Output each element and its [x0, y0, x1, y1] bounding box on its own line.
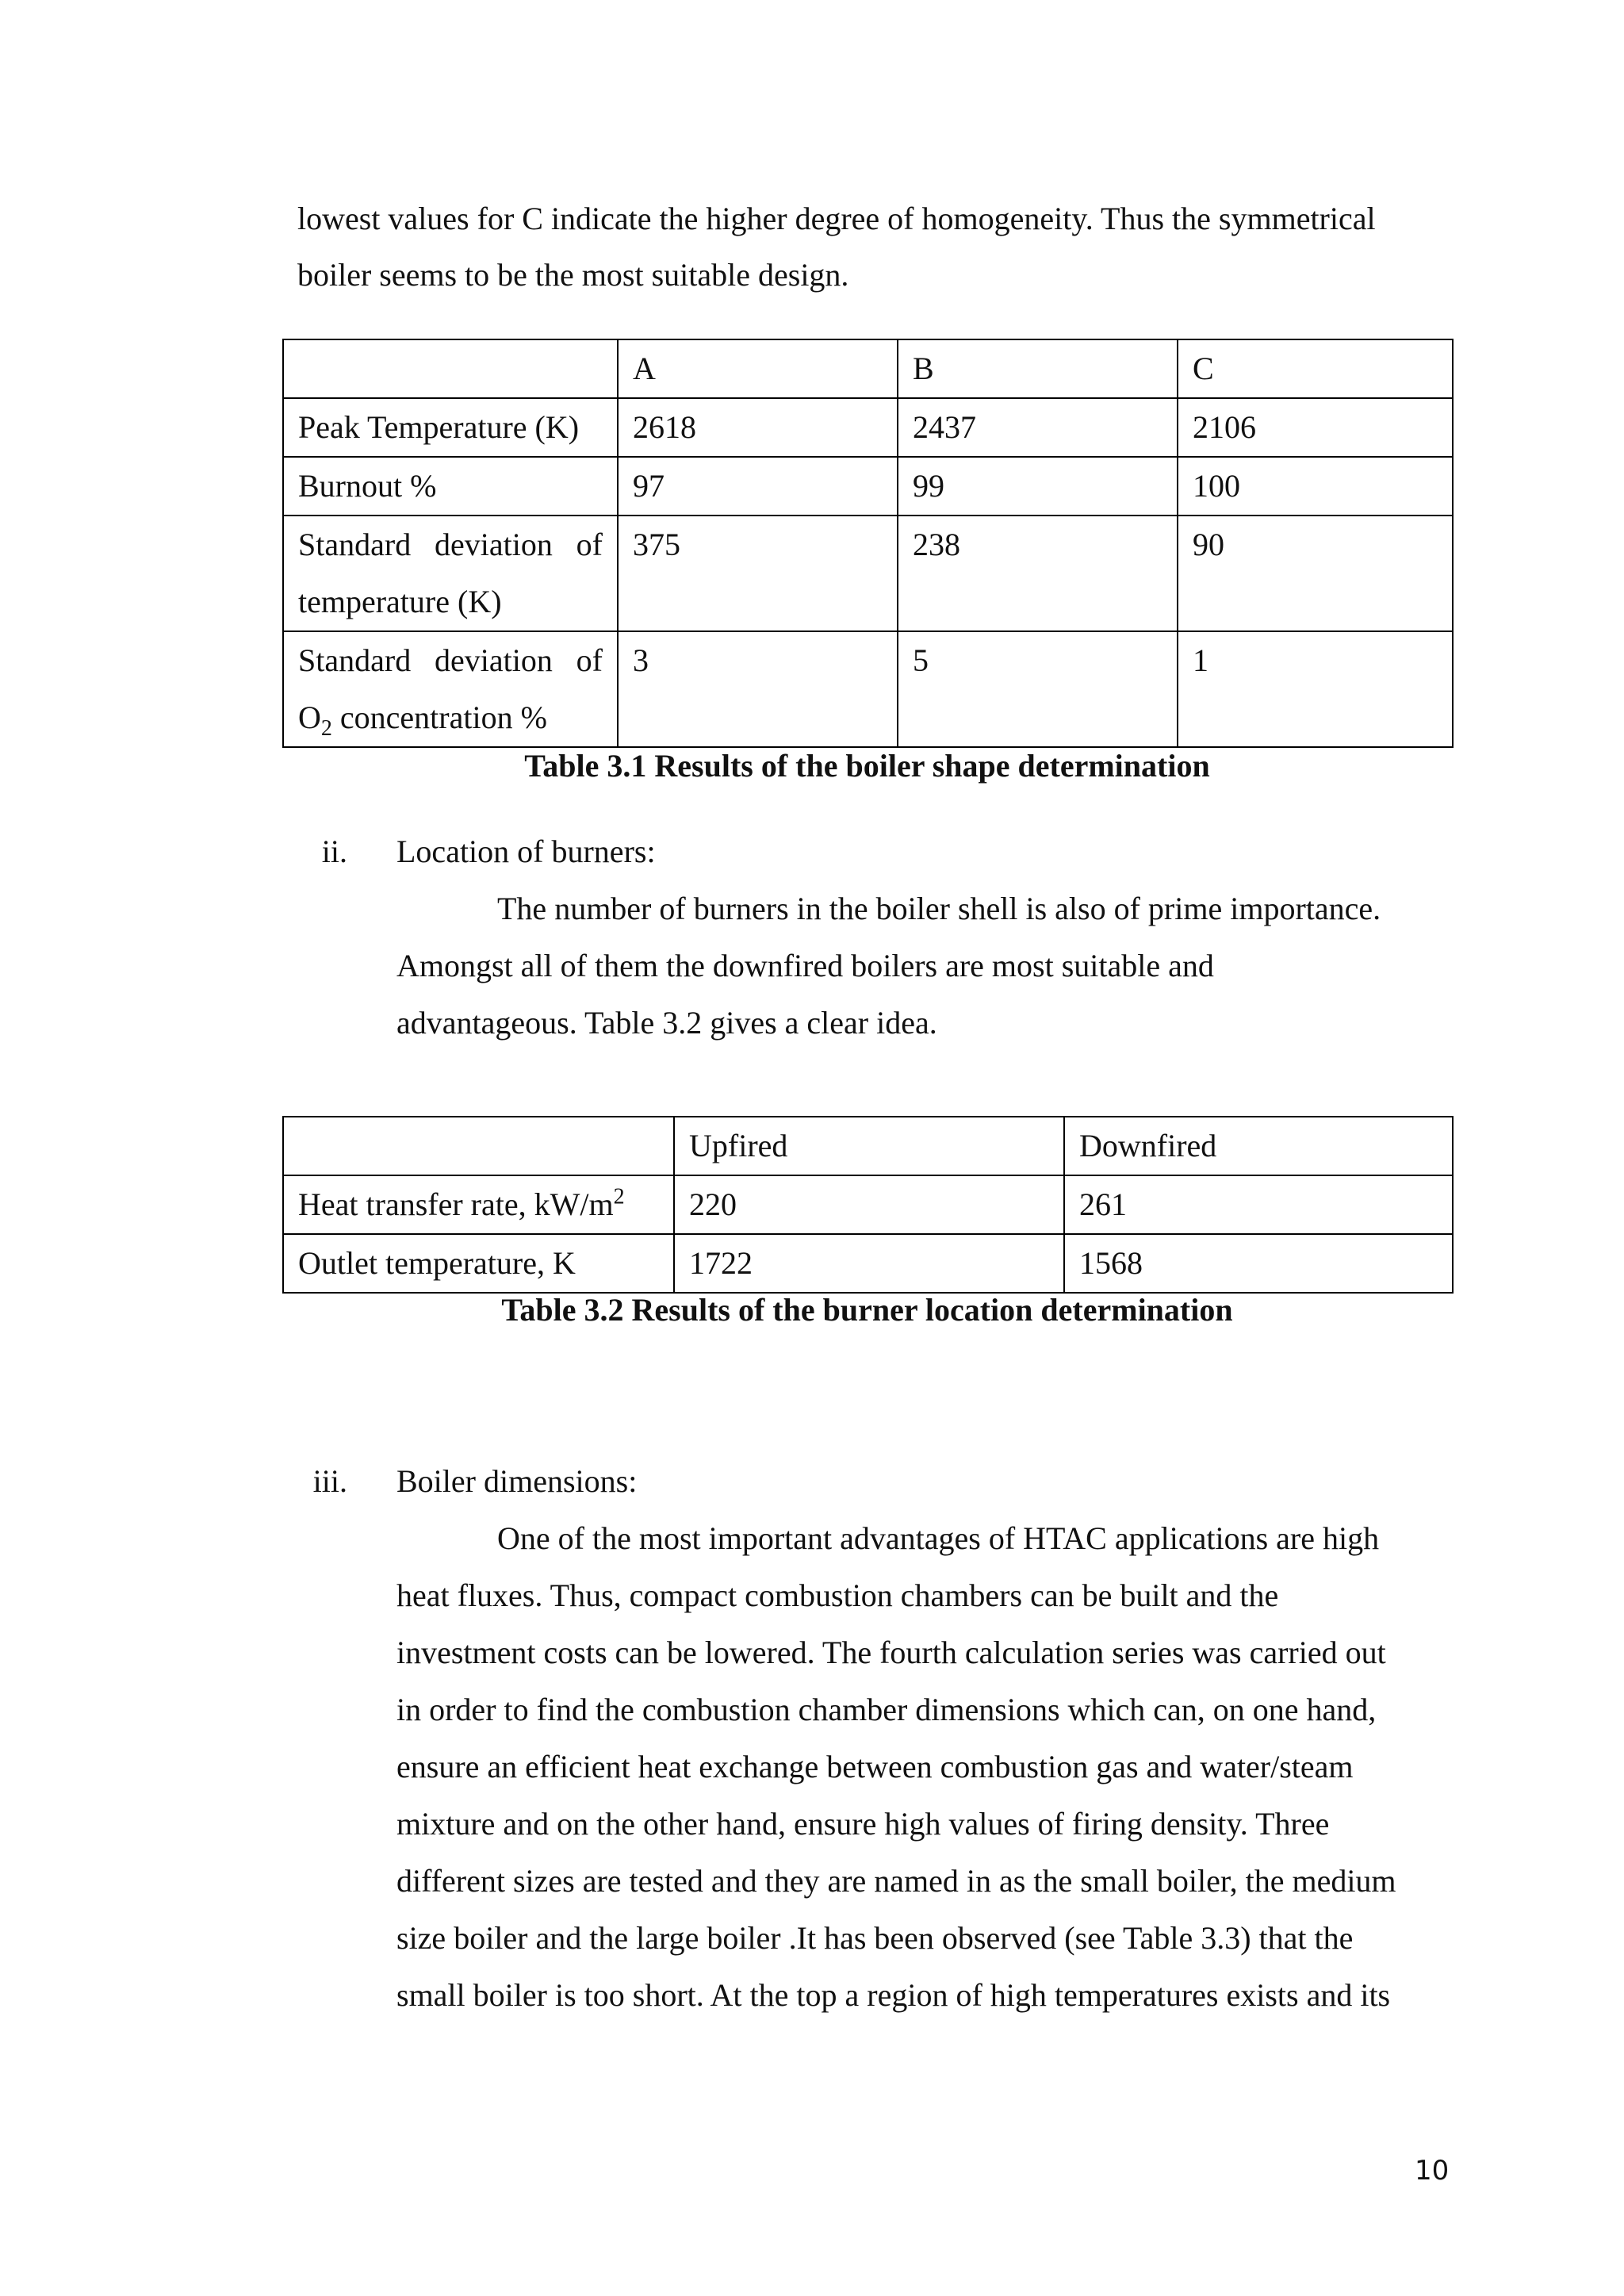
section-ii-paragraph — [396, 880, 1451, 1052]
header-cell-b: B — [898, 339, 1178, 398]
row-label: Heat transfer rate, $kW/m^2$ — [283, 1175, 674, 1234]
table-burner-location — [282, 1116, 1454, 1294]
paragraph-line: in order to find the combustion chamber dimensions which can, on one hand, — [396, 1692, 1377, 1727]
row-label: Burnout % — [283, 457, 618, 516]
paragraph-line: One of the most important advantages of HTAC applications are high — [497, 1520, 1380, 1556]
table-boiler-shape — [282, 339, 1454, 748]
cell-value: 99 — [898, 457, 1178, 516]
table-row — [283, 516, 1453, 631]
table-row — [283, 457, 1453, 516]
paragraph-line: investment costs can be lowered. The fourth calculation series was carried out — [396, 1635, 1386, 1670]
section-iii-paragraph — [396, 1510, 1451, 2024]
paragraph-line: advantageous. Table 3.2 gives a clear idea. — [396, 1005, 937, 1041]
row-label: Peak Temperature (K) — [283, 398, 618, 457]
paragraph-line: different sizes are tested and they are named in as the small boiler, the medium — [396, 1863, 1396, 1899]
paragraph-line: ensure an efficient heat exchange between combustion gas and water/steam — [396, 1749, 1354, 1784]
intro-line-2: boiler seems to be the most suitable design. — [297, 257, 849, 293]
header-cell-c: C — [1178, 339, 1453, 398]
paragraph-line: heat fluxes. Thus, compact combustion chambers can be built and the — [396, 1577, 1279, 1613]
cell-value: 1 — [1178, 631, 1453, 747]
header-cell-downfired: Downfired — [1064, 1117, 1453, 1175]
intro-line-1: lowest values for C indicate the higher degree of homogeneity. Thus the symmetrical — [297, 201, 1376, 236]
cell-value: 2618 — [618, 398, 898, 457]
cell-value: 238 — [898, 516, 1178, 631]
row-label: Standard deviation of temperature (K) — [283, 516, 618, 631]
cell-value: 375 — [618, 516, 898, 631]
paragraph-line: Amongst all of them the downfired boilers are most suitable and — [396, 948, 1214, 983]
cell-value: 100 — [1178, 457, 1453, 516]
cell-value: 5 — [898, 631, 1178, 747]
page-number: 10 — [1415, 2155, 1450, 2187]
header-cell-a: A — [618, 339, 898, 398]
table-row — [283, 1175, 1453, 1234]
row-label: Outlet temperature, K — [283, 1234, 674, 1293]
cell-value: 3 — [618, 631, 898, 747]
header-cell-empty — [283, 339, 618, 398]
cell-value: 97 — [618, 457, 898, 516]
paragraph-line: mixture and on the other hand, ensure high values of firing density. Three — [396, 1806, 1330, 1842]
table-2-caption: Table 3.2 Results of the burner location determination — [501, 1292, 1233, 1328]
table-row — [283, 631, 1453, 747]
cell-value: 220 — [674, 1175, 1064, 1234]
paragraph-line: size boiler and the large boiler .It has been observed (see Table 3.3) that the — [396, 1920, 1354, 1956]
cell-value: 90 — [1178, 516, 1453, 631]
table-row — [283, 398, 1453, 457]
cell-value: 2106 — [1178, 398, 1453, 457]
section-iii-numeral: iii. — [312, 1463, 347, 1499]
header-cell-upfired: Upfired — [674, 1117, 1064, 1175]
section-iii-heading: Boiler dimensions: — [396, 1463, 638, 1499]
section-ii-numeral: ii. — [321, 834, 347, 869]
cell-value: 1722 — [674, 1234, 1064, 1293]
table-header-row — [283, 339, 1453, 398]
paragraph-line: small boiler is too short. At the top a region of high temperatures exists and its — [396, 1977, 1391, 2013]
cell-value: 261 — [1064, 1175, 1453, 1234]
cell-value: 2437 — [898, 398, 1178, 457]
header-cell-empty — [283, 1117, 674, 1175]
cell-value: 1568 — [1064, 1234, 1453, 1293]
section-ii-heading: Location of burners: — [396, 834, 656, 869]
row-label: Standard deviation of $O_2$ concentration % — [283, 631, 618, 747]
paragraph-line: The number of burners in the boiler shell is also of prime importance. — [497, 891, 1381, 926]
table-1-caption: Table 3.1 Results of the boiler shape determination — [524, 748, 1210, 784]
table-header-row — [283, 1117, 1453, 1175]
